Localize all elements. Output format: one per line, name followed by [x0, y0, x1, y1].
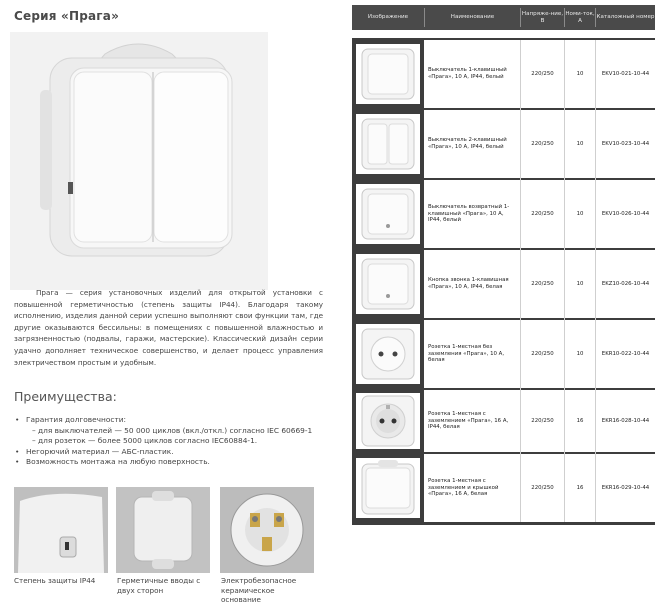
product-image — [356, 458, 420, 518]
series-description — [14, 287, 323, 368]
product-current: 16 — [576, 417, 584, 424]
header-code: Каталожный номер — [596, 14, 655, 21]
product-voltage: 220/250 — [531, 417, 554, 424]
product-name: Выключатель 1-клавишный «Прага», 10 А, IP44, белый — [428, 67, 507, 80]
list-item: – для розеток — более 5000 циклов согласно IEC60884-1. — [32, 436, 258, 445]
product-image — [356, 324, 420, 384]
return-switch-icon — [356, 184, 420, 244]
list-item: – для выключателей — 50 000 циклов (вкл./откл.) согласно IEC 60669-1 — [32, 425, 313, 435]
product-current: 16 — [576, 484, 584, 491]
list-item: • Гарантия долговечности: — [15, 415, 127, 424]
product-current: 10 — [576, 280, 584, 287]
product-voltage: 220/250 — [531, 350, 554, 357]
product-current: 10 — [576, 140, 584, 147]
product-name: Выключатель возвратный 1-клавишный «Прага», 10 А, IP44, белый — [428, 204, 510, 224]
product-image — [356, 254, 420, 314]
page-title: Серия «Прага» — [14, 9, 120, 23]
product-code: EKR16-028-10-44 — [601, 417, 650, 424]
product-voltage: 220/250 — [531, 280, 554, 287]
product-current: 10 — [576, 70, 584, 77]
product-voltage: 220/250 — [531, 210, 554, 217]
product-name: Розетка 1-местная без заземления «Прага», 10 А, белая — [428, 344, 505, 364]
product-name: Розетка 1-местная с заземлением «Прага», 16 А, IP44, белая — [428, 411, 509, 431]
product-image — [356, 393, 420, 449]
ip44-closeup-icon — [14, 487, 108, 573]
product-voltage: 220/250 — [531, 484, 554, 491]
thumb-caption: Электробезопасное керамическое основание — [221, 576, 297, 604]
product-name: Выключатель 2-клавишный «Прага», 10 А, IP44, белый — [428, 137, 507, 150]
product-image — [356, 44, 420, 104]
hero-product-image — [10, 32, 268, 290]
thumb-sealed-inputs-image — [116, 487, 210, 573]
sealed-inputs-icon — [116, 487, 210, 573]
table-header — [352, 5, 655, 30]
header-name: Наименование — [450, 14, 495, 21]
product-code: EKV10-026-10-44 — [601, 210, 650, 217]
table-body — [352, 38, 655, 525]
product-code: EKR10-022-10-44 — [601, 350, 650, 357]
socket-ground-icon — [356, 393, 420, 449]
advantages-title: Преимущества: — [14, 389, 117, 404]
product-code: EKZ10-026-10-44 — [601, 280, 650, 287]
product-current: 10 — [576, 350, 584, 357]
product-current: 10 — [576, 210, 584, 217]
bell-button-icon — [356, 254, 420, 314]
product-name: Розетка 1-местная с заземлением и крышкой «Прага», 16 А, белая — [428, 478, 499, 498]
product-code: EKR16-029-10-44 — [601, 484, 650, 491]
header-current: Номи-ток, А — [565, 11, 595, 24]
thumb-caption: Герметичные вводы с двух сторон — [117, 576, 201, 595]
description-text: Прага — серия установочных изделий для открытой установки с повышенной герметичностью (степень защиты IP44). Благодаря такому исполнению, изделия данной серии успешно выполняют свои функции там, где другие оказываются бессильны: в помещениях с повышенной влажностью и загрязненностью (подвалы, гаражи, мастерские). Классический дизайн серии удачно дополняет техническое совершенство, и делает процесс управления электричеством простым и удобным. — [14, 288, 323, 367]
switch-2-icon — [356, 114, 420, 174]
product-image — [356, 184, 420, 244]
product-voltage: 220/250 — [531, 70, 554, 77]
double-switch-illustration — [10, 32, 268, 290]
header-voltage: Напряже-ние, В — [521, 11, 564, 24]
switch-1-icon — [356, 44, 420, 104]
socket-icon — [356, 324, 420, 384]
advantages-list — [14, 415, 334, 468]
product-code: EKV10-023-10-44 — [601, 140, 650, 147]
ceramic-base-icon — [220, 487, 314, 573]
product-name: Кнопка звонка 1-клавишная «Прага», 10 А, IP44, белая — [428, 277, 509, 290]
socket-cover-icon — [356, 458, 420, 518]
thumb-ceramic-base-image — [220, 487, 314, 573]
thumb-caption: Степень защиты IP44 — [14, 576, 96, 585]
list-item: • Возможность монтажа на любую поверхность. — [15, 457, 210, 466]
product-voltage: 220/250 — [531, 140, 554, 147]
product-code: EKV10-021-10-44 — [601, 70, 650, 77]
list-item: • Негорючий материал — АБС-пластик. — [15, 446, 174, 456]
thumb-ip44-image — [14, 487, 108, 573]
product-image — [356, 114, 420, 174]
header-image: Изображение — [367, 14, 409, 21]
